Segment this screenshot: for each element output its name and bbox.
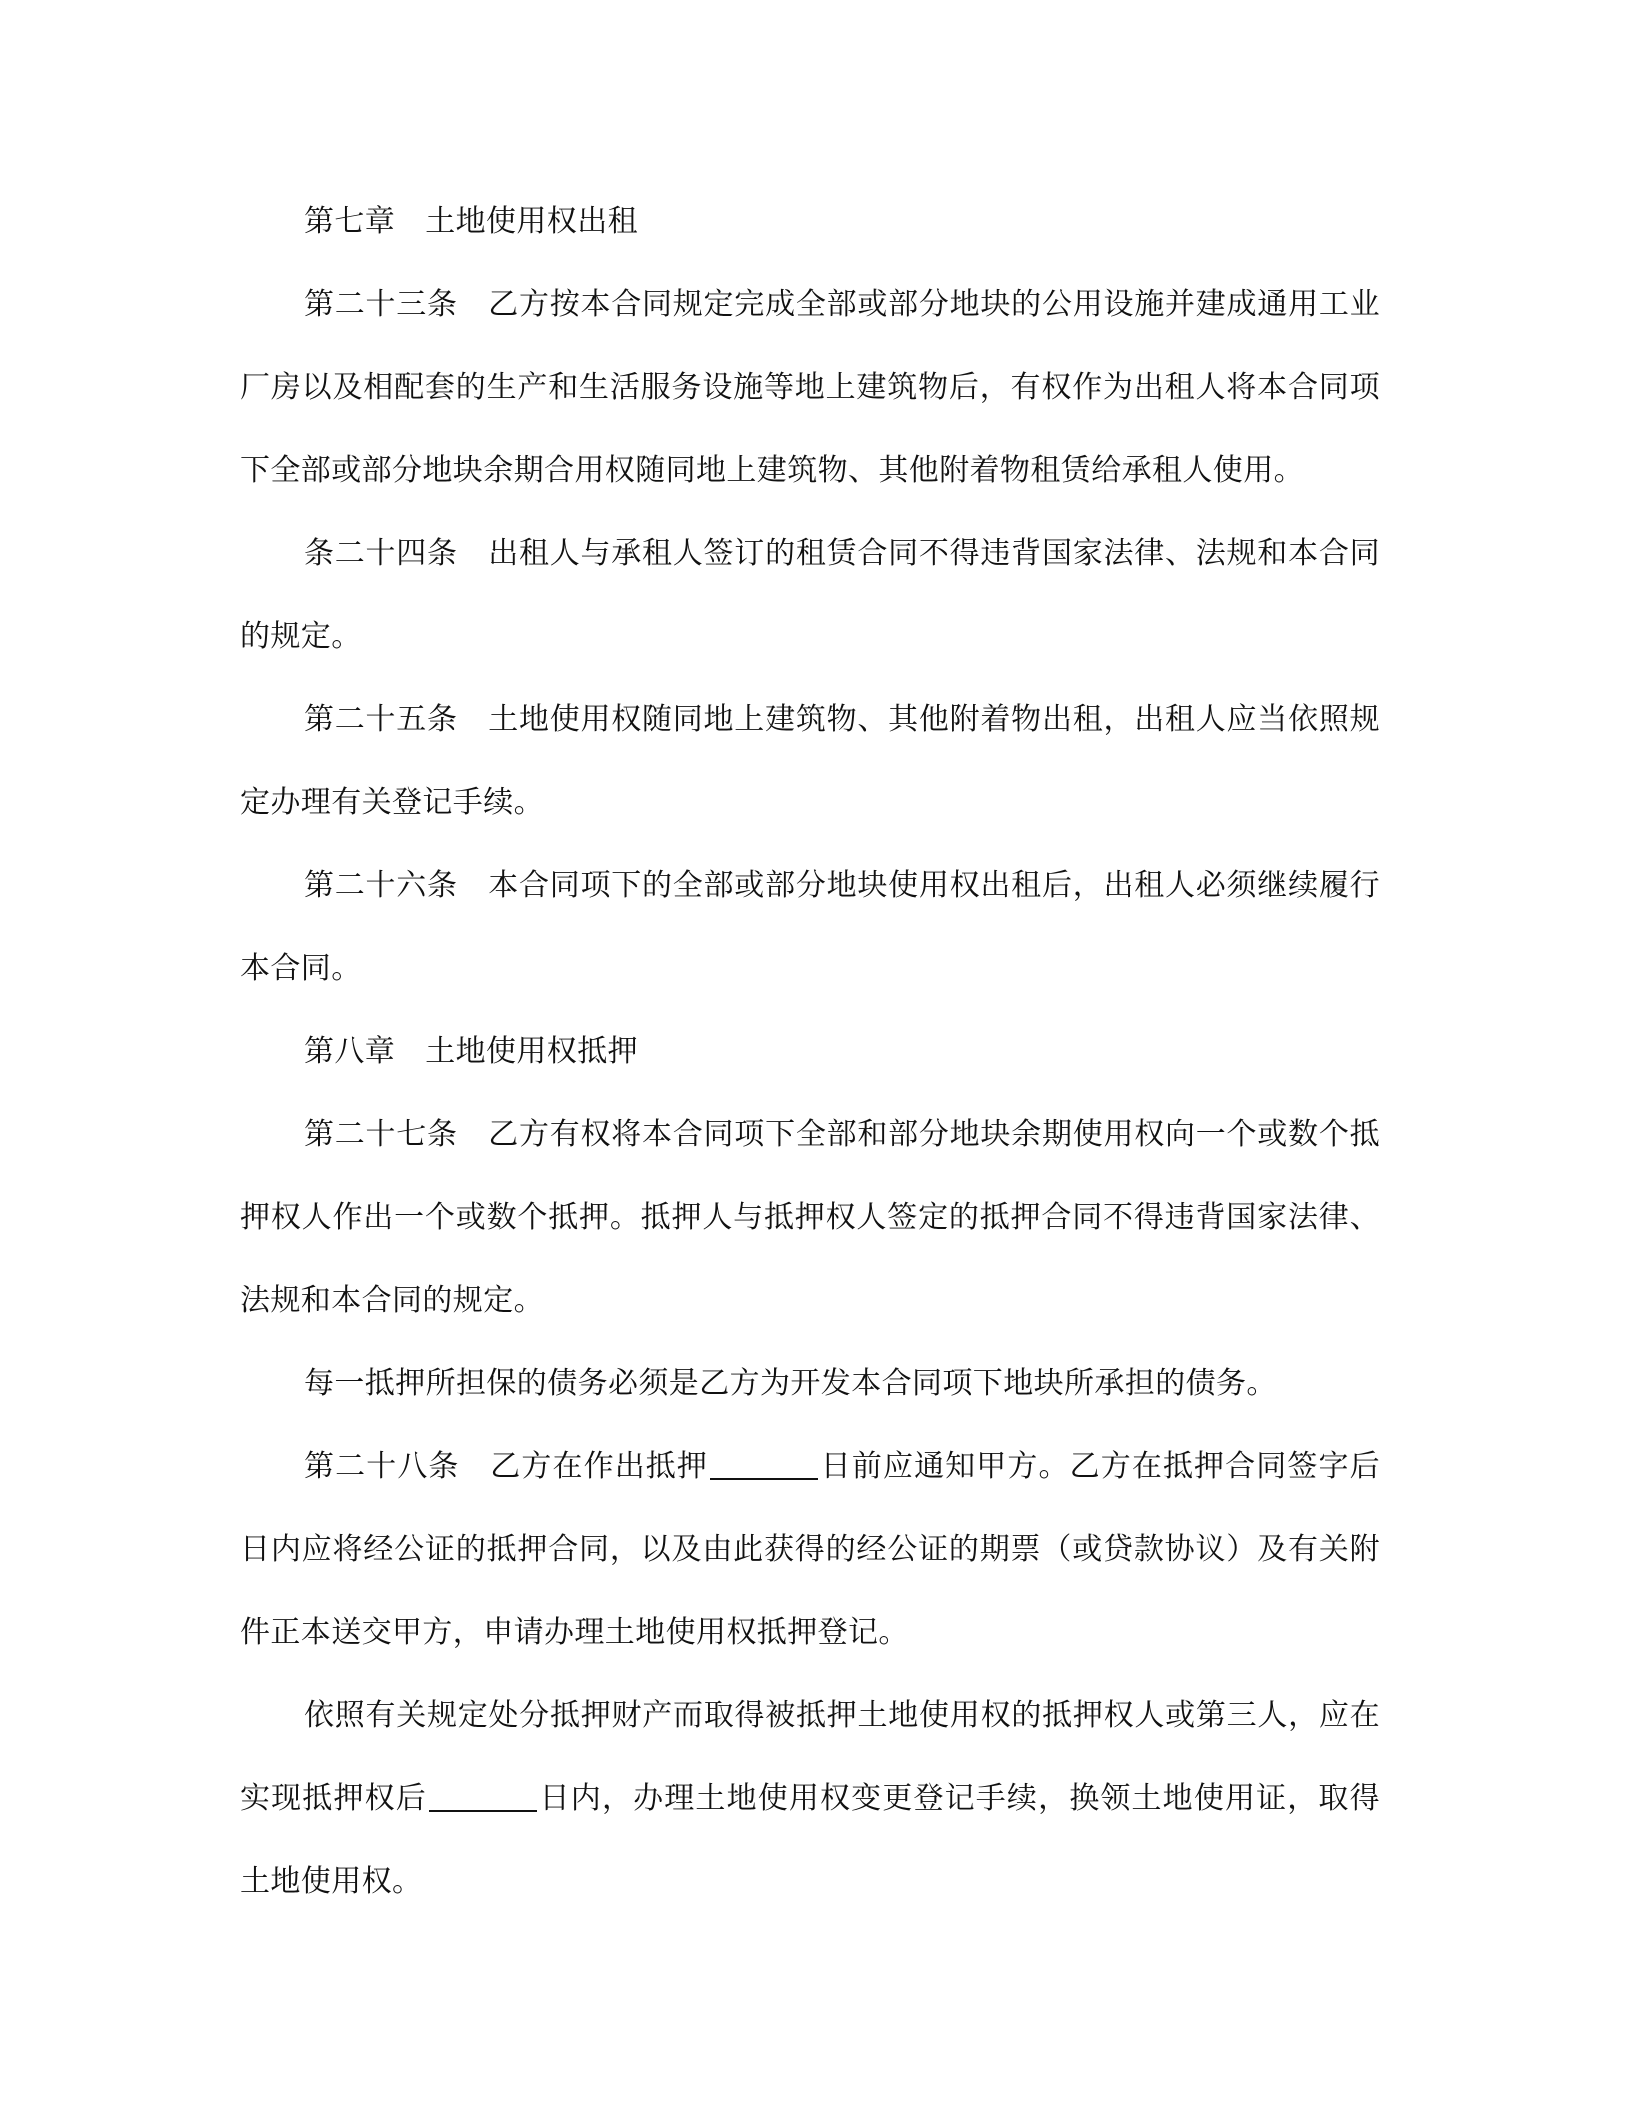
fill-in-blank <box>710 1448 818 1480</box>
chapter-title: 土地使用权出租 <box>425 204 639 239</box>
article-label: 第二十五条 <box>304 702 458 737</box>
chapter-title: 土地使用权抵押 <box>425 1034 639 1069</box>
article-27-paragraph-2 <box>240 1342 1380 1425</box>
article-text-part-1: 乙方在作出抵押 <box>489 1449 709 1484</box>
article-text-part-2: 日前应通知甲方。乙方在抵押合同签字后日内应将经公证的抵押合同，以及由此获得的经公证的期票（或贷款协议）及有关附件正本送交甲方，申请办理土地使用权抵押登记。 <box>240 1449 1380 1650</box>
article-label: 第二十三条 <box>304 287 458 322</box>
article-label: 第二十八条 <box>304 1449 460 1484</box>
chapter-8-heading <box>240 1010 1380 1093</box>
article-25 <box>240 678 1380 844</box>
article-28 <box>240 1425 1380 1674</box>
article-28-paragraph-2 <box>240 1674 1380 1923</box>
chapter-label: 第七章 <box>304 204 396 239</box>
paragraph-text: 每一抵押所担保的债务必须是乙方为开发本合同项下地块所承担的债务。 <box>304 1366 1277 1401</box>
article-text: 出租人与承租人签订的租赁合同不得违背国家法律、法规和本合同的规定。 <box>240 536 1380 654</box>
chapter-label: 第八章 <box>304 1034 396 1069</box>
fill-in-blank <box>429 1780 537 1812</box>
article-label: 第二十六条 <box>304 868 458 903</box>
article-text: 乙方按本合同规定完成全部或部分地块的公用设施并建成通用工业厂房以及相配套的生产和生活服务设施等地上建筑物后，有权作为出租人将本合同项下全部或部分地块余期合用权随同地上建筑物、其他附着物租赁给承租人使用。 <box>240 287 1380 488</box>
article-27 <box>240 1093 1380 1342</box>
article-label: 第二十七条 <box>304 1117 458 1152</box>
article-label: 条二十四条 <box>304 536 458 571</box>
article-26 <box>240 844 1380 1010</box>
chapter-7-heading <box>240 180 1380 263</box>
article-text: 本合同项下的全部或部分地块使用权出租后，出租人必须继续履行本合同。 <box>240 868 1380 986</box>
article-24 <box>240 512 1380 678</box>
paragraph-text-part-2: 日内，办理土地使用权变更登记手续，换领土地使用证，取得土地使用权。 <box>240 1781 1380 1899</box>
document-body <box>240 180 1380 1923</box>
article-23 <box>240 263 1380 512</box>
paragraph-text-part-1: 依照有关规定处分抵押财产而取得被抵押土地使用权的抵押权人或第三人，应在实现抵押权后 <box>240 1698 1380 1816</box>
article-text: 土地使用权随同地上建筑物、其他附着物出租，出租人应当依照规定办理有关登记手续。 <box>240 702 1380 820</box>
article-text: 乙方有权将本合同项下全部和部分地块余期使用权向一个或数个抵押权人作出一个或数个抵押。抵押人与抵押权人签定的抵押合同不得违背国家法律、法规和本合同的规定。 <box>240 1117 1380 1318</box>
